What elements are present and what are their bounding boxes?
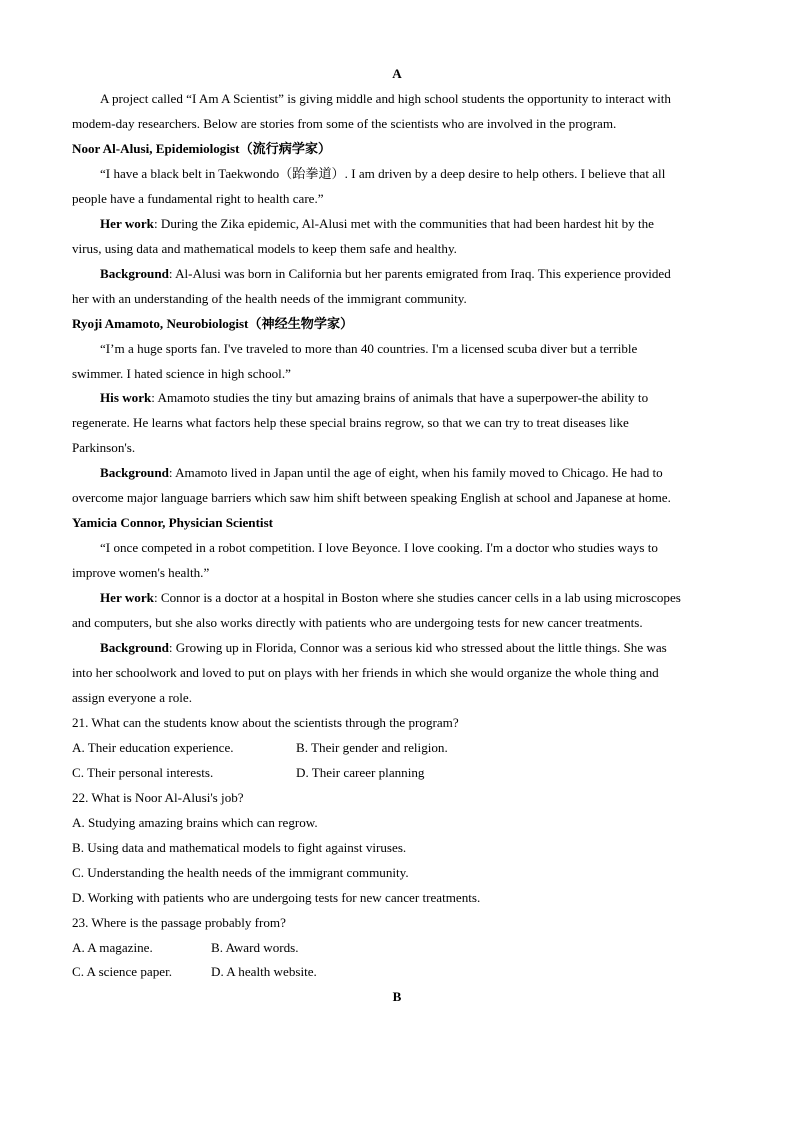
question-22-option-a: A. Studying amazing brains which can regrow. bbox=[72, 815, 318, 830]
scientist-1-background-label: Background bbox=[100, 266, 169, 281]
question-22-stem: 22. What is Noor Al-Alusi's job? bbox=[72, 790, 244, 805]
section-b-heading: B bbox=[392, 989, 402, 1004]
scientist-1-work-line-2: virus, using data and mathematical models to keep them safe and healthy. bbox=[72, 241, 457, 256]
scientist-2-heading: Ryoji Amamoto, Neurobiologist（神经生物学家） bbox=[72, 316, 354, 331]
scientist-1-quote-line-1: “I have a black belt in Taekwondo（跆拳道）. I am driven by a deep desire to help others. I believe that all bbox=[100, 166, 666, 181]
scientist-2-work-line-2: regenerate. He learns what factors help these special brains regrow, so that we can try to treat diseases like bbox=[72, 415, 629, 430]
scientist-3-work-text: : Connor is a doctor at a hospital in Boston where she studies cancer cells in a lab using microscopes bbox=[153, 590, 681, 605]
scientist-2-background-line-1 bbox=[100, 463, 732, 483]
section-a-heading: A bbox=[392, 66, 402, 81]
scientist-2-background-line-2: overcome major language barriers which saw him shift between speaking English at school and Japanese at home. bbox=[72, 490, 671, 505]
scientist-2-work-text: : Amamoto studies the tiny but amazing brains of animals that have a superpower-the ability to bbox=[151, 390, 649, 405]
question-23-option-c: C. A science paper. bbox=[72, 964, 172, 979]
scientist-1-work-text: : During the Zika epidemic, Al-Alusi met with the communities that had been hardest hit by the bbox=[153, 216, 654, 231]
question-21-stem: 21. What can the students know about the scientists through the program? bbox=[72, 715, 459, 730]
scientist-3-background-line-2: into her schoolwork and loved to put on plays with her friends in which she would organize the whole thing and bbox=[72, 665, 659, 680]
scientist-1-background-line-2: her with an understanding of the health needs of the immigrant community. bbox=[72, 291, 467, 306]
question-21-option-c: C. Their personal interests. bbox=[72, 765, 214, 780]
scientist-3-quote-line-2: improve women's health.” bbox=[72, 565, 210, 580]
scientist-3-work-line-1 bbox=[100, 588, 732, 608]
question-22-option-c: C. Understanding the health needs of the immigrant community. bbox=[72, 865, 409, 880]
scientist-2-quote-line-1: “I’m a huge sports fan. I've traveled to more than 40 countries. I'm a licensed scuba diver but a terrible bbox=[100, 341, 638, 356]
intro-line-1: A project called “I Am A Scientist” is giving middle and high school students the opportunity to interact with bbox=[100, 91, 671, 106]
scientist-3-work-line-2: and computers, but she also works directly with patients who are undergoing tests for new cancer treatments. bbox=[72, 615, 643, 630]
scientist-3-heading: Yamicia Connor, Physician Scientist bbox=[72, 515, 274, 530]
scientist-1-work-line-1 bbox=[100, 214, 732, 234]
scientist-2-quote-line-2: swimmer. I hated science in high school.” bbox=[72, 366, 291, 381]
scientist-3-background-line-1 bbox=[100, 638, 732, 658]
question-21-option-a: A. Their education experience. bbox=[72, 740, 234, 755]
scientist-2-work-line-1 bbox=[100, 388, 732, 408]
scientist-2-background-text: : Amamoto lived in Japan until the age of eight, when his family moved to Chicago. He had to bbox=[168, 465, 663, 480]
scientist-2-work-line-3: Parkinson's. bbox=[72, 440, 136, 455]
question-23-option-a: A. A magazine. bbox=[72, 940, 153, 955]
scientist-1-background-line-1 bbox=[100, 264, 732, 284]
scientist-3-quote-line-1: “I once competed in a robot competition. I love Beyonce. I love cooking. I'm a doctor who studies ways to bbox=[100, 540, 658, 555]
scientist-1-heading: Noor Al-Alusi, Epidemiologist（流行病学家） bbox=[72, 141, 332, 156]
scientist-1-background-text: : Al-Alusi was born in California but her parents emigrated from Iraq. This experience provided bbox=[168, 266, 671, 281]
question-21-option-b: B. Their gender and religion. bbox=[296, 740, 448, 755]
scientist-3-background-label: Background bbox=[100, 640, 169, 655]
intro-line-2: modem-day researchers. Below are stories from some of the scientists who are involved in the program. bbox=[72, 116, 617, 131]
scientist-3-background-text: : Growing up in Florida, Connor was a serious kid who stressed about the little things. She was bbox=[168, 640, 667, 655]
scientist-3-work-label: Her work bbox=[100, 590, 154, 605]
question-21-option-d: D. Their career planning bbox=[296, 765, 425, 780]
scientist-2-work-label: His work bbox=[100, 390, 152, 405]
scientist-2-background-label: Background bbox=[100, 465, 169, 480]
question-23-option-d: D. A health website. bbox=[211, 964, 317, 979]
question-23-option-b: B. Award words. bbox=[211, 940, 299, 955]
question-22-option-b: B. Using data and mathematical models to fight against viruses. bbox=[72, 840, 407, 855]
question-22-option-d: D. Working with patients who are undergoing tests for new cancer treatments. bbox=[72, 890, 481, 905]
scientist-3-background-line-3: assign everyone a role. bbox=[72, 690, 192, 705]
scientist-1-quote-line-2: people have a fundamental right to health care.” bbox=[72, 191, 324, 206]
question-23-stem: 23. Where is the passage probably from? bbox=[72, 915, 286, 930]
scientist-1-work-label: Her work bbox=[100, 216, 154, 231]
